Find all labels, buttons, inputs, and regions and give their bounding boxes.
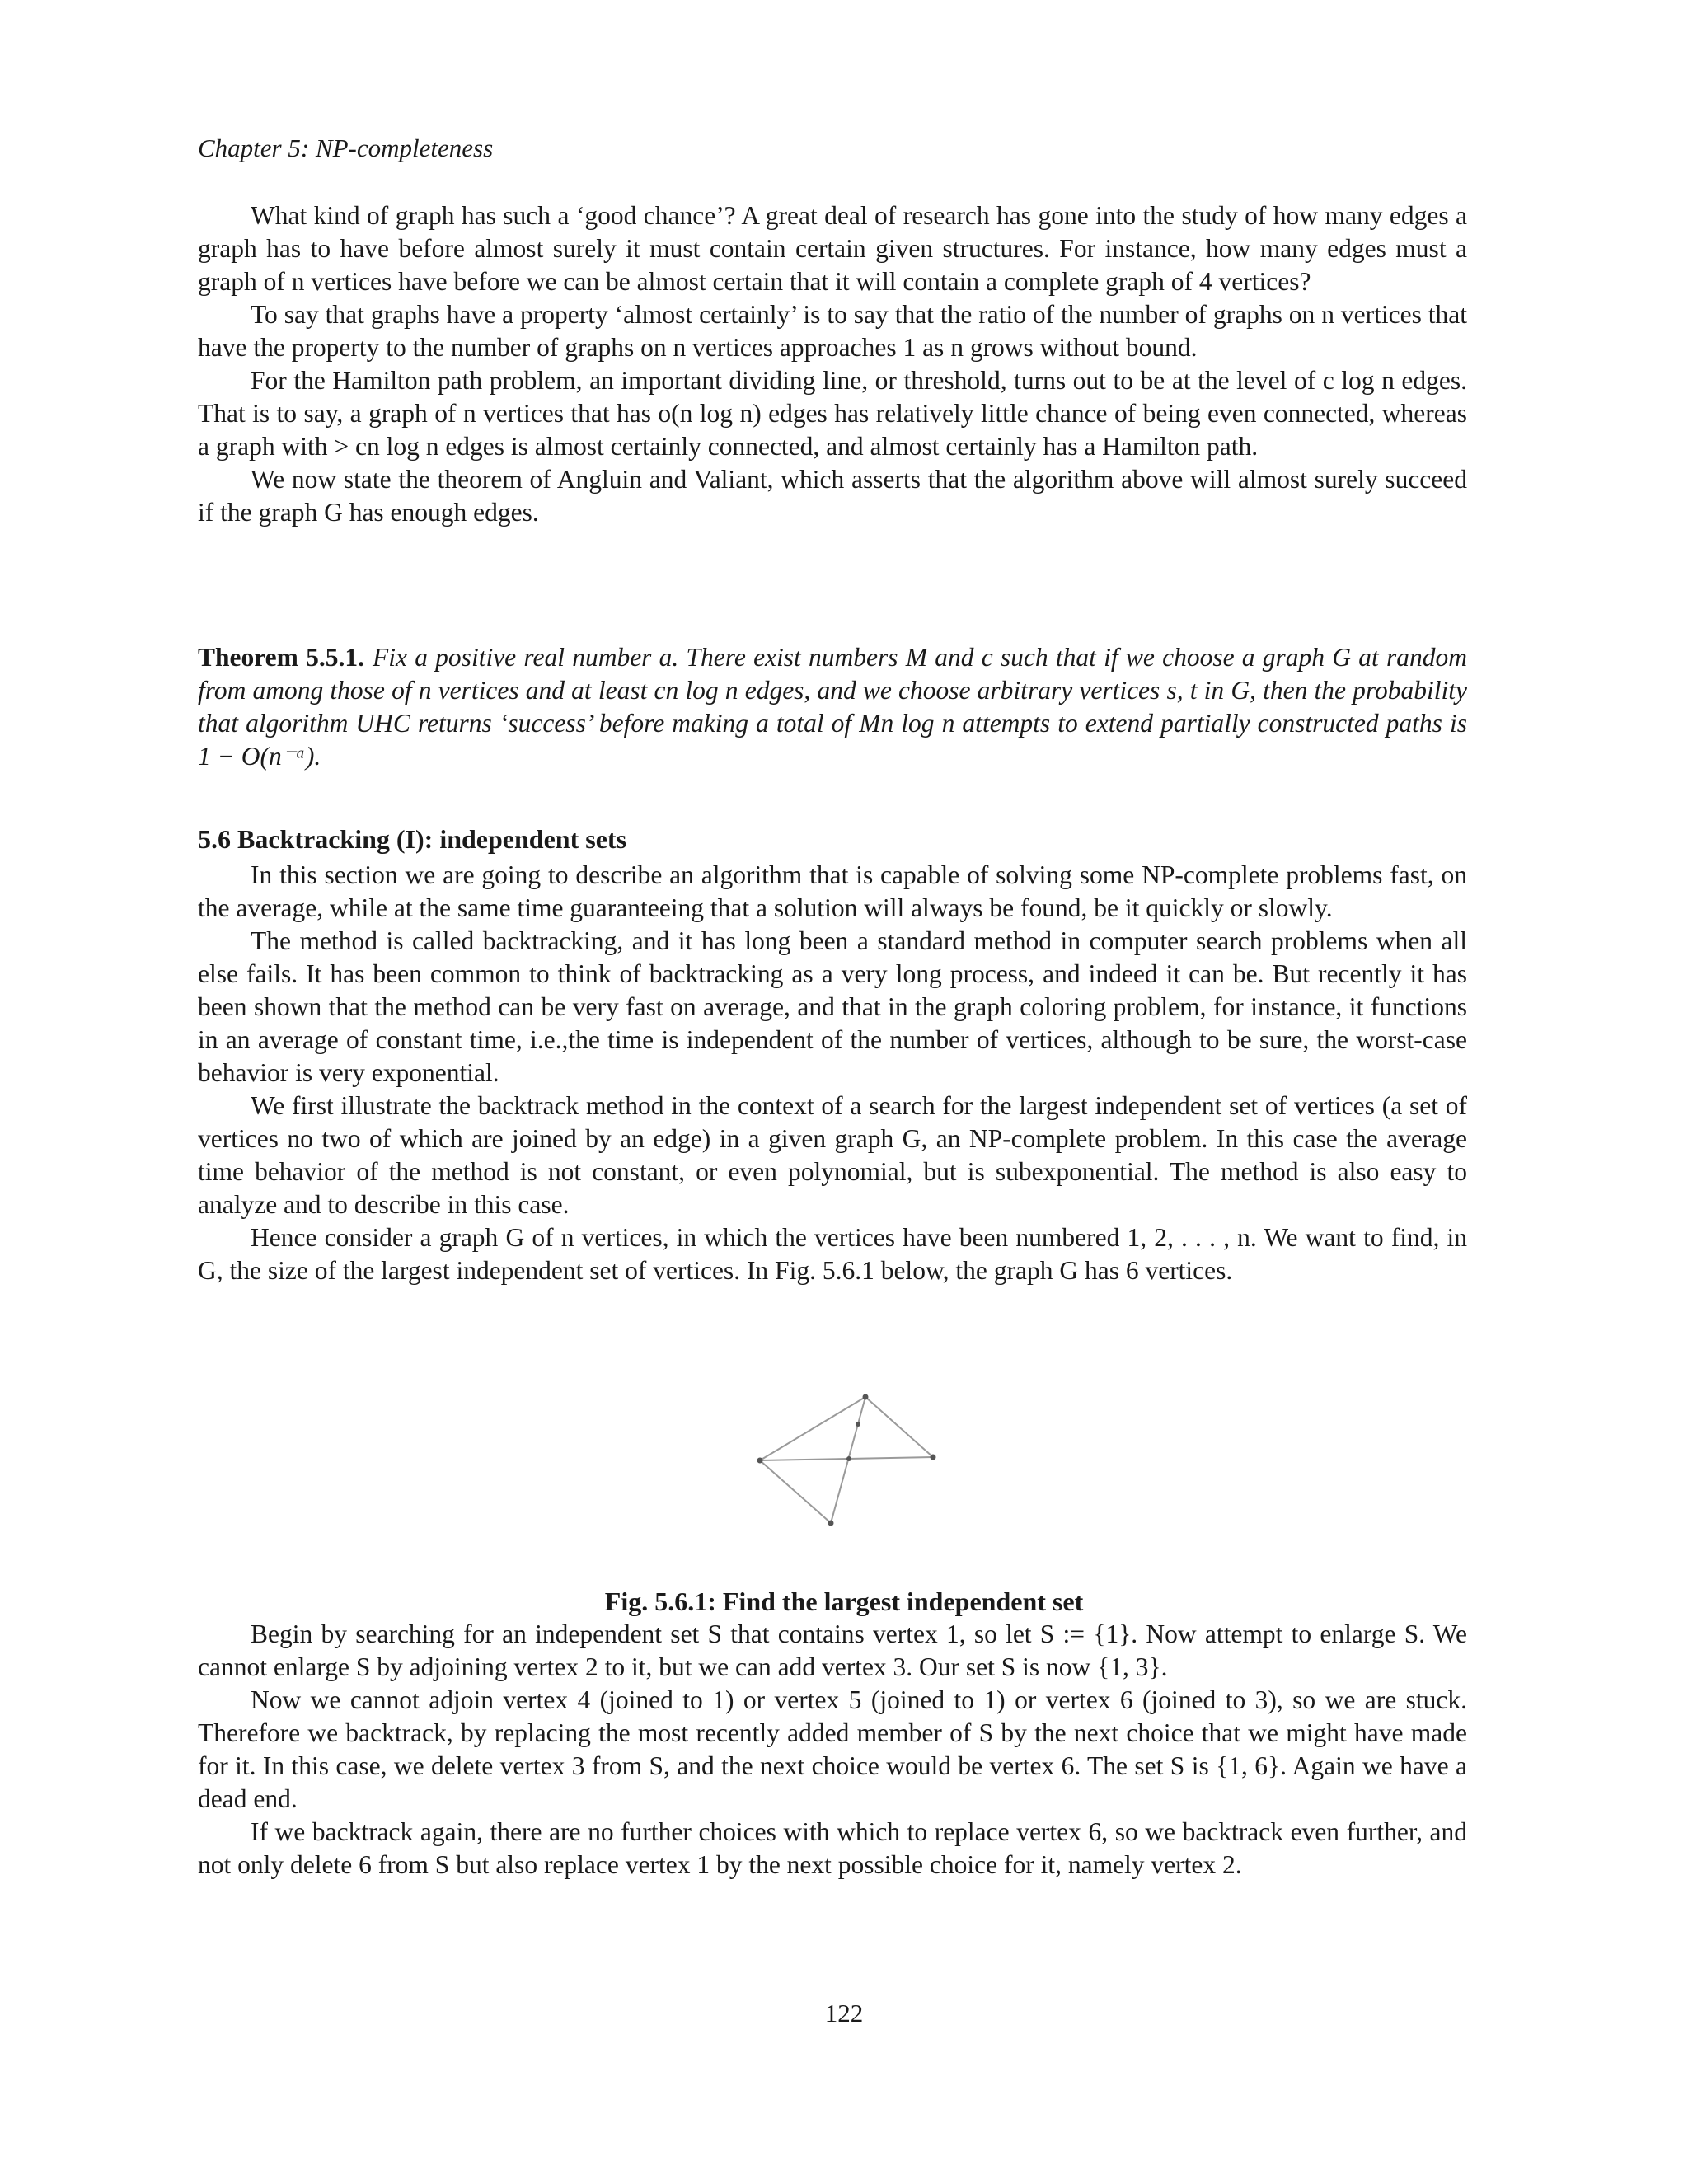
graph-figure [725,1364,973,1554]
graph-edge [865,1397,933,1457]
intro-paragraphs [198,199,1467,529]
section-paragraphs [198,859,1467,1287]
paragraph: In this section we are going to describe an algorithm that is capable of solving some NP-complete problems fast, on the average, while at the same time guaranteeing that a solution will always be found, be it quickly or slowly. [198,860,1467,922]
theorem-label: Theorem 5.5.1. [198,643,364,672]
section-title: 5.6 Backtracking (I): independent sets [198,824,627,854]
graph-vertex [846,1456,851,1461]
continuation-paragraphs [198,1618,1467,1882]
graph-vertex [828,1521,834,1526]
graph-vertex [856,1422,860,1427]
paragraph: To say that graphs have a property ‘almost certainly’ is to say that the ratio of the number of graphs on n vertices that have the property to the number of graphs on n vertices approaches 1 as n grows without bound. [198,300,1467,362]
paragraph: Hence consider a graph G of n vertices, in which the vertices have been numbered 1, 2, . . . , n. We want to find, in G, the size of the largest independent set of vertices. In Fig. 5.6.1 below, the graph G has 6 vertices. [198,1223,1467,1285]
theorem-block [198,641,1467,773]
graph-vertex [931,1455,936,1460]
paragraph: If we backtrack again, there are no further choices with which to replace vertex 6, so we backtrack even further, and not only delete 6 from S but also replace vertex 1 by the next possible choice for it, namely vertex 2. [198,1817,1467,1879]
graph-edge [760,1460,831,1523]
theorem-text: Fix a positive real number a. There exist numbers M and c such that if we choose a graph G at random from among those of n vertices and at least cn log n edges, and we choose arbitrary vertices s, t in G, then the probability that algorithm UHC returns ‘success’ before making a total of Mn log n attempts to extend partially constructed paths is 1 − O(n⁻ᵃ). [198,643,1467,771]
paragraph: What kind of graph has such a ‘good chance’? A great deal of research has gone into the study of how many edges a graph has to have before almost surely it must contain certain given structures. For instance, how many edges must a graph of n vertices have before we can be almost certain that it will contain a complete graph of 4 vertices? [198,201,1467,296]
page-number: 122 [824,1999,864,2027]
figure-caption: Fig. 5.6.1: Find the largest independent set [604,1586,1084,1616]
graph-diagram [725,1364,973,1554]
paragraph: We now state the theorem of Angluin and Valiant, which asserts that the algorithm above will almost surely succeed if the graph G has enough edges. [198,465,1467,527]
paragraph: For the Hamilton path problem, an important dividing line, or threshold, turns out to be at the level of c log n edges. That is to say, a graph of n vertices that has o(n log n) edges has relatively little chance of being even connected, whereas a graph with > cn log n edges is almost certainly connected, and almost certainly has a Hamilton path. [198,366,1467,461]
paragraph: We first illustrate the backtrack method in the context of a search for the largest independent set of vertices (a set of vertices no two of which are joined by an edge) in a given graph G, an NP-complete problem. In this case the average time behavior of the method is not constant, or even polynomial, but is subexponential. The method is also easy to analyze and to describe in this case. [198,1091,1467,1219]
graph-vertex [757,1458,763,1464]
paragraph: Now we cannot adjoin vertex 4 (joined to 1) or vertex 5 (joined to 1) or vertex 6 (joined to 3), so we are stuck. Therefore we backtrack, by replacing the most recently added member of S by the next choice that we might have made for it. In this case, we delete vertex 3 from S, and the next choice would be vertex 6. The set S is {1, 6}. Again we have a dead end. [198,1685,1467,1813]
paragraph: The method is called backtracking, and it has long been a standard method in computer search problems when all else fails. It has been common to think of backtracking as a very long process, and indeed it can be. But recently it has been shown that the method can be very fast on average, and that in the graph coloring problem, for instance, it functions in an average of constant time, i.e.,the time is independent of the number of vertices, although to be sure, the worst-case behavior is very exponential. [198,926,1467,1087]
graph-edge [760,1397,865,1460]
running-head: Chapter 5: NP-completeness [198,134,494,162]
paragraph: Begin by searching for an independent set S that contains vertex 1, so let S := {1}. Now attempt to enlarge S. We cannot enlarge S by adjoining vertex 2 to it, but we can add vertex 3. Our set S is now {1, 3}. [198,1619,1467,1681]
graph-vertex [863,1394,869,1400]
